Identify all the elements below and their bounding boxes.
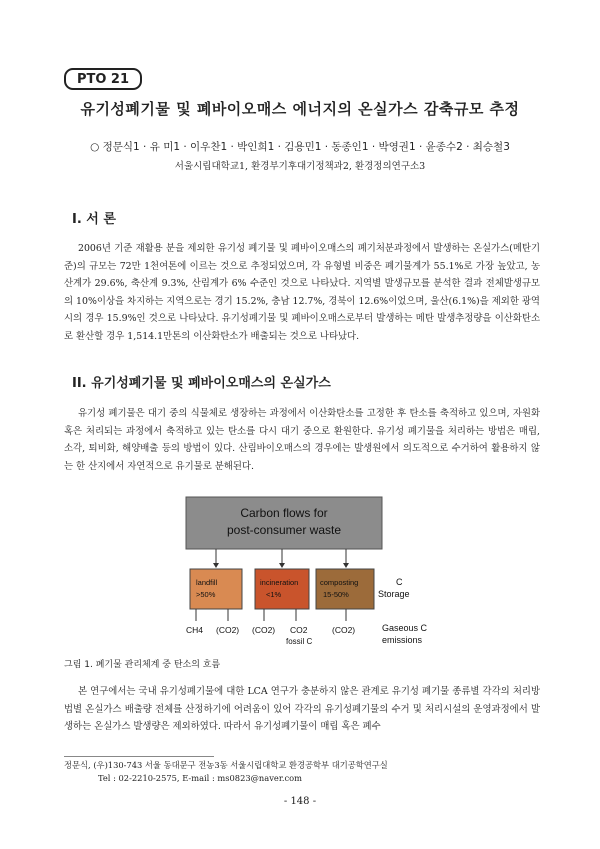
body-paragraph: 본 연구에서는 국내 유기성폐기물에 대한 LCA 연구가 충분하지 않은 관계로 유기성 폐기물 종류별 각각의 처리방법별 온실가스 배출량 전체를 산정하기에 어려움이 있어 각각의 유기성폐기물의 수거 및 처리시설의 운영과정에서 발생하는 온실가스 발생량은 제외하였다. 따라서 유기성폐기물이 매립 혹은 폐수 (64, 686, 540, 733)
section-heading-ghg: II. 유기성폐기물 및 폐바이오매스의 온실가스 (72, 376, 331, 391)
emission-co2-landfill: (CO2) (216, 625, 240, 635)
composting-value: 15-50% (323, 590, 349, 599)
incineration-value: <1% (266, 590, 282, 599)
landfill-value: >50% (196, 590, 216, 599)
composting-label: composting (320, 578, 359, 587)
incineration-box (255, 569, 309, 609)
carbon-flows-title-2: post-consumer waste (226, 523, 342, 537)
fossil-c-label: fossil C (286, 637, 313, 646)
emission-ch4: CH4 (186, 625, 204, 635)
ghg-paragraph: 유기성 폐기물은 대기 중의 식물체로 생장하는 과정에서 이산화탄소를 고정한 후 탄소를 축적하고 있으며, 자원화 혹은 처리되는 과정에서 축적하고 있는 탄소를 다시 대기 중으로 환원한다. 유기성 폐기물을 처리하는 방법은 매립, 소각, 퇴비화, 해양배출 등의 방법이 있다. 산림바이오매스의 경우에는 발생원에서 의도적으로 수거하여 활용하지 않는 한 산지에서 자연적으로 유기물로 분해된다. (64, 408, 540, 472)
emission-co2-fossil: CO2 (290, 625, 308, 635)
emission-co2-incineration-bio: (CO2) (252, 625, 276, 635)
incineration-label: incineration (260, 578, 299, 587)
affiliations: 서울시립대학교1, 환경부기후대기정책과2, 환경정의연구소3 (174, 161, 426, 172)
paper-title: 유기성폐기물 및 폐바이오매스 에너지의 온실가스 감축규모 추정 (80, 100, 520, 118)
emission-co2-composting: (CO2) (332, 625, 356, 635)
storage-label-2: Storage (378, 589, 410, 599)
gaseous-label-2: emissions (382, 635, 423, 645)
carbon-flows-title-1: Carbon flows for (240, 506, 328, 520)
storage-label-1: C (396, 577, 403, 587)
figure-caption: 그림 1. 폐기물 관리체계 중 탄소의 흐름 (64, 660, 221, 670)
page-number: - 148 - (283, 796, 317, 807)
carbon-flow-figure (182, 493, 460, 650)
footnote-address: 정문식, (우)130-743 서울 동대문구 전농3동 서울시립대학교 환경공학부 대기공학연구실 (64, 760, 388, 770)
landfill-label: landfill (196, 578, 218, 587)
pto-badge: PTO 21 (64, 68, 142, 90)
landfill-box (190, 569, 242, 609)
footnote-contact: Tel : 02-2210-2575, E-mail : ms0823@naver.com (98, 773, 303, 783)
intro-paragraph: 2006년 기준 재활용 분을 제외한 유기성 폐기물 및 폐바이오매스의 폐기처분과정에서 발생하는 온실가스(메탄기준)의 규모는 72만 1천여톤에 이르는 것으로 추정되었으며, 각 유형별 비중은 폐기물계가 55.1%로 가장 높았고, 농산계가 29.6%, 축산계 9.3%, 산림계가 6% 수준인 것으로 나타났다. 지역별 발생규모를 분석한 결과 전체발생규모의 10%이상을 차지하는 지역으로는 경기 15.2%, 충남 12.7%, 경북이 12.6%이었으며, 울산(6.1%)을 제외한 광역시의 경우 15.9%인 것으로 나타났다. 유기성폐기물 및 폐바이오매스로부터 발생하는 메탄 발생추정량을 이산화탄소로 환산할 경우 1,514.1만톤의 이산화탄소가 배출되는 것으로 나타났다. (64, 243, 540, 342)
footnote-divider (64, 756, 214, 757)
author-list: ○ 정문식1 · 유 미1 · 이우찬1 · 박인희1 · 김용민1 · 동종인1 · 박영권1 · 윤종수2 · 최승철3 (90, 141, 510, 153)
gaseous-label-1: Gaseous C (382, 623, 428, 633)
composting-box (316, 569, 374, 609)
section-heading-intro: I. 서 론 (72, 212, 116, 227)
